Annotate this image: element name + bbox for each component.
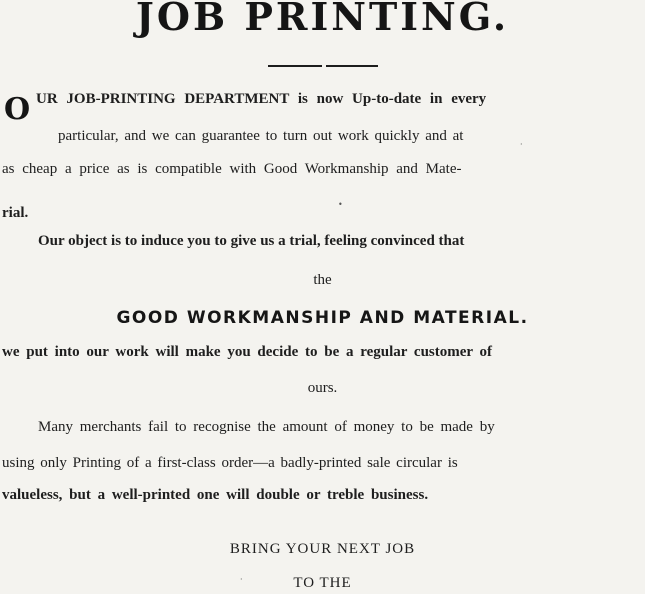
customer-line-2: ours. [307,380,338,396]
intro-line-4: rial. [2,205,29,221]
drop-cap: O [4,92,31,127]
ink-speck: · [240,575,243,584]
sub-heading: GOOD WORKMANSHIP AND MATERIAL. [116,308,529,328]
object-line-1: Our object is to induce you to give us a trial, feeling convinced that [38,233,465,249]
ornamental-rule-right [326,65,378,67]
object-line-2: the [313,272,332,288]
intro-line-1: UR JOB-PRINTING DEPARTMENT is now Up-to-date in every [36,91,487,107]
ink-speck: • [338,200,343,209]
intro-line-3: as cheap a price as is compatible with Good Workmanship and Mate- [2,161,462,177]
merchants-line-2: using only Printing of a first-class order—a badly-printed sale circular is [2,455,458,471]
closing-line-2: TO THE [293,575,352,591]
ornamental-rule-left [268,65,322,67]
merchants-line-3: valueless, but a well-printed one will double or treble business. [2,487,429,503]
customer-line-1: we put into our work will make you decide to be a regular customer of [2,344,493,360]
headline: JOB PRINTING. [135,0,510,39]
intro-line-2: particular, and we can guarantee to turn out work quickly and at [58,128,464,144]
merchants-line-1: Many merchants fail to recognise the amount of money to be made by [38,419,495,435]
closing-line-1: BRING YOUR NEXT JOB [229,541,416,557]
ink-speck: · [520,140,523,149]
